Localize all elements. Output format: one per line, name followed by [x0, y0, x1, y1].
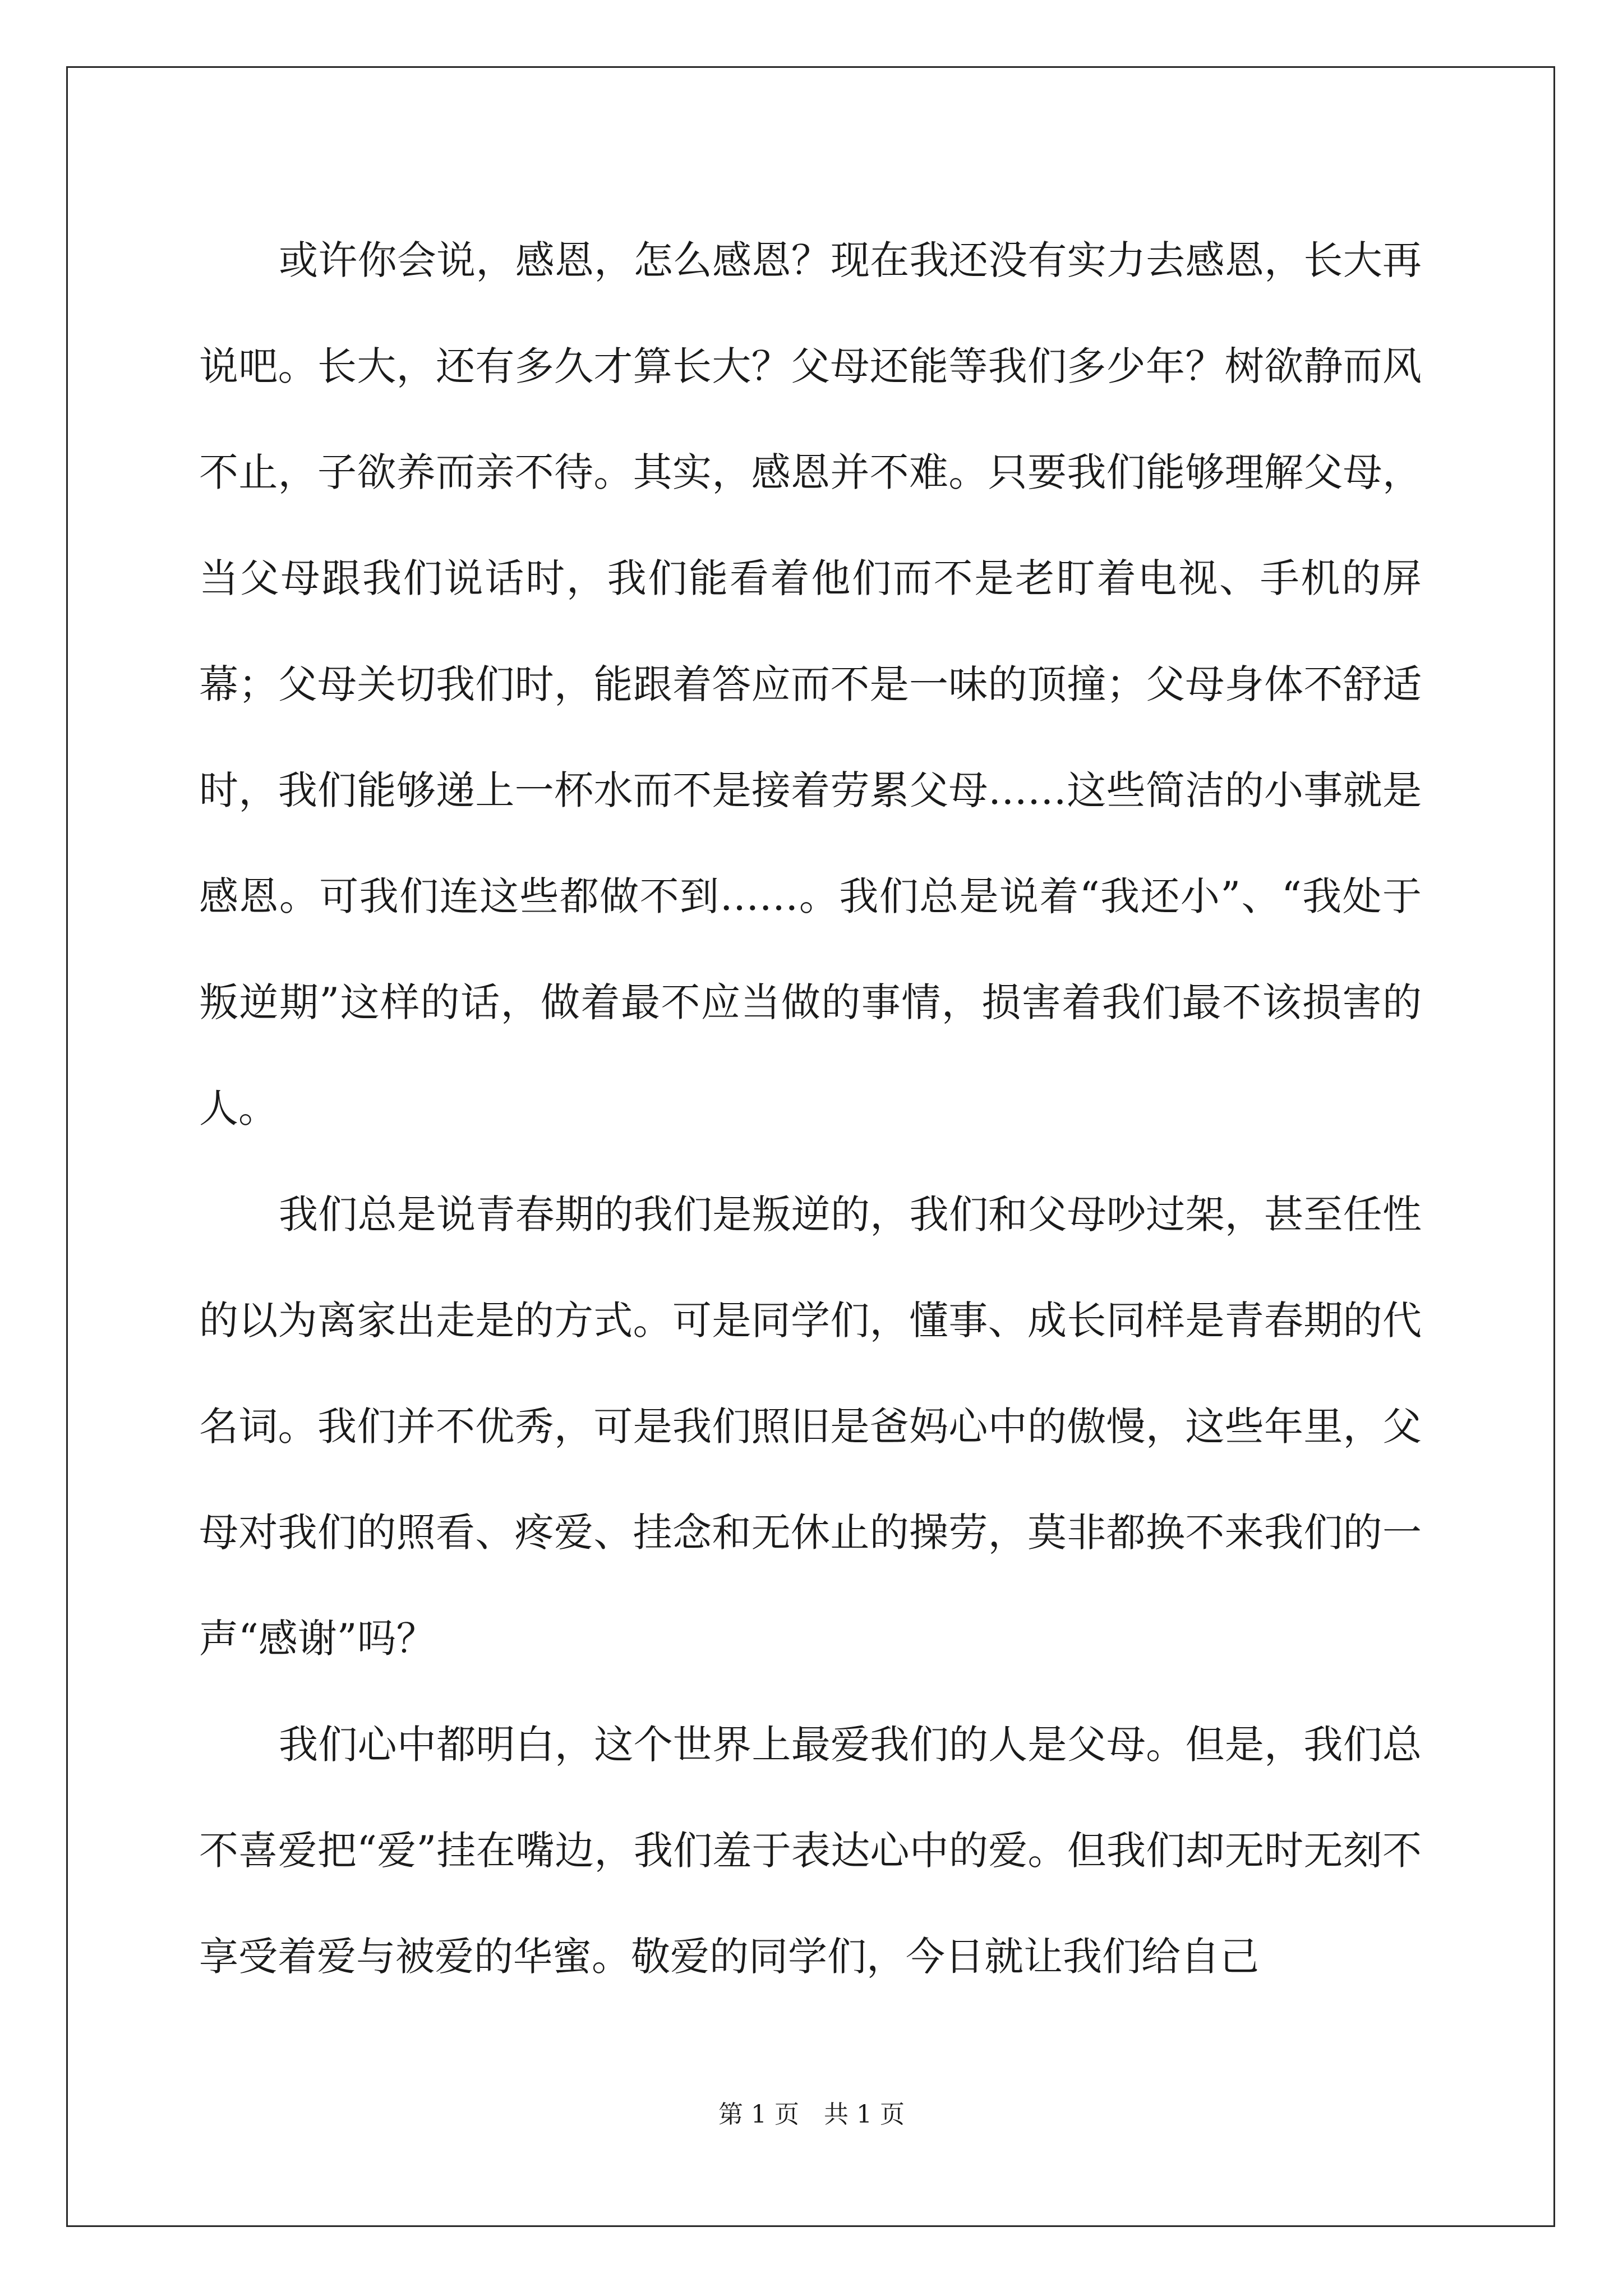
- page-footer: [0, 2098, 1623, 2132]
- paragraph-2: 我们总是说青春期的我们是叛逆的，我们和父母吵过架，甚至任性的以为离家出走是的方式。可是同学们，懂事、成长同样是青春期的代名词。我们并不优秀，可是我们照旧是爸妈心中的傲慢，这些年里，父母对我们的照看、疼爱、挂念和无休止的操劳，莫非都换不来我们的一声“感谢”吗？: [199, 1191, 1422, 1662]
- paragraph-3: 我们心中都明白，这个世界上最爱我们的人是父母。但是，我们总不喜爱把“爱”挂在嘴边，我们羞于表达心中的爱。但我们却无时无刻不享受着爱与被爱的华蜜。敬爱的同学们，今日就让我们给自己: [199, 1722, 1422, 1980]
- page-total: 共 1 页: [824, 2100, 905, 2129]
- paragraph-1: 或许你会说，感恩，怎么感恩？现在我还没有实力去感恩，长大再说吧。长大，还有多久才算长大？父母还能等我们多少年？树欲静而风不止，子欲养而亲不待。其实，感恩并不难。只要我们能够理解父母，当父母跟我们说话时，我们能看着他们而不是老盯着电视、手机的屏幕；父母关切我们时，能跟着答应而不是一味的顶撞；父母身体不舒适时，我们能够递上一杯水而不是接着劳累父母……这些简洁的小事就是感恩。可我们连这些都做不到……。我们总是说着“我还小”、“我处于叛逆期”这样的话，做着最不应当做的事情，损害着我们最不该损害的人。: [199, 237, 1422, 1131]
- document-body: [199, 208, 1422, 2010]
- page-number: 第 1 页: [718, 2100, 799, 2129]
